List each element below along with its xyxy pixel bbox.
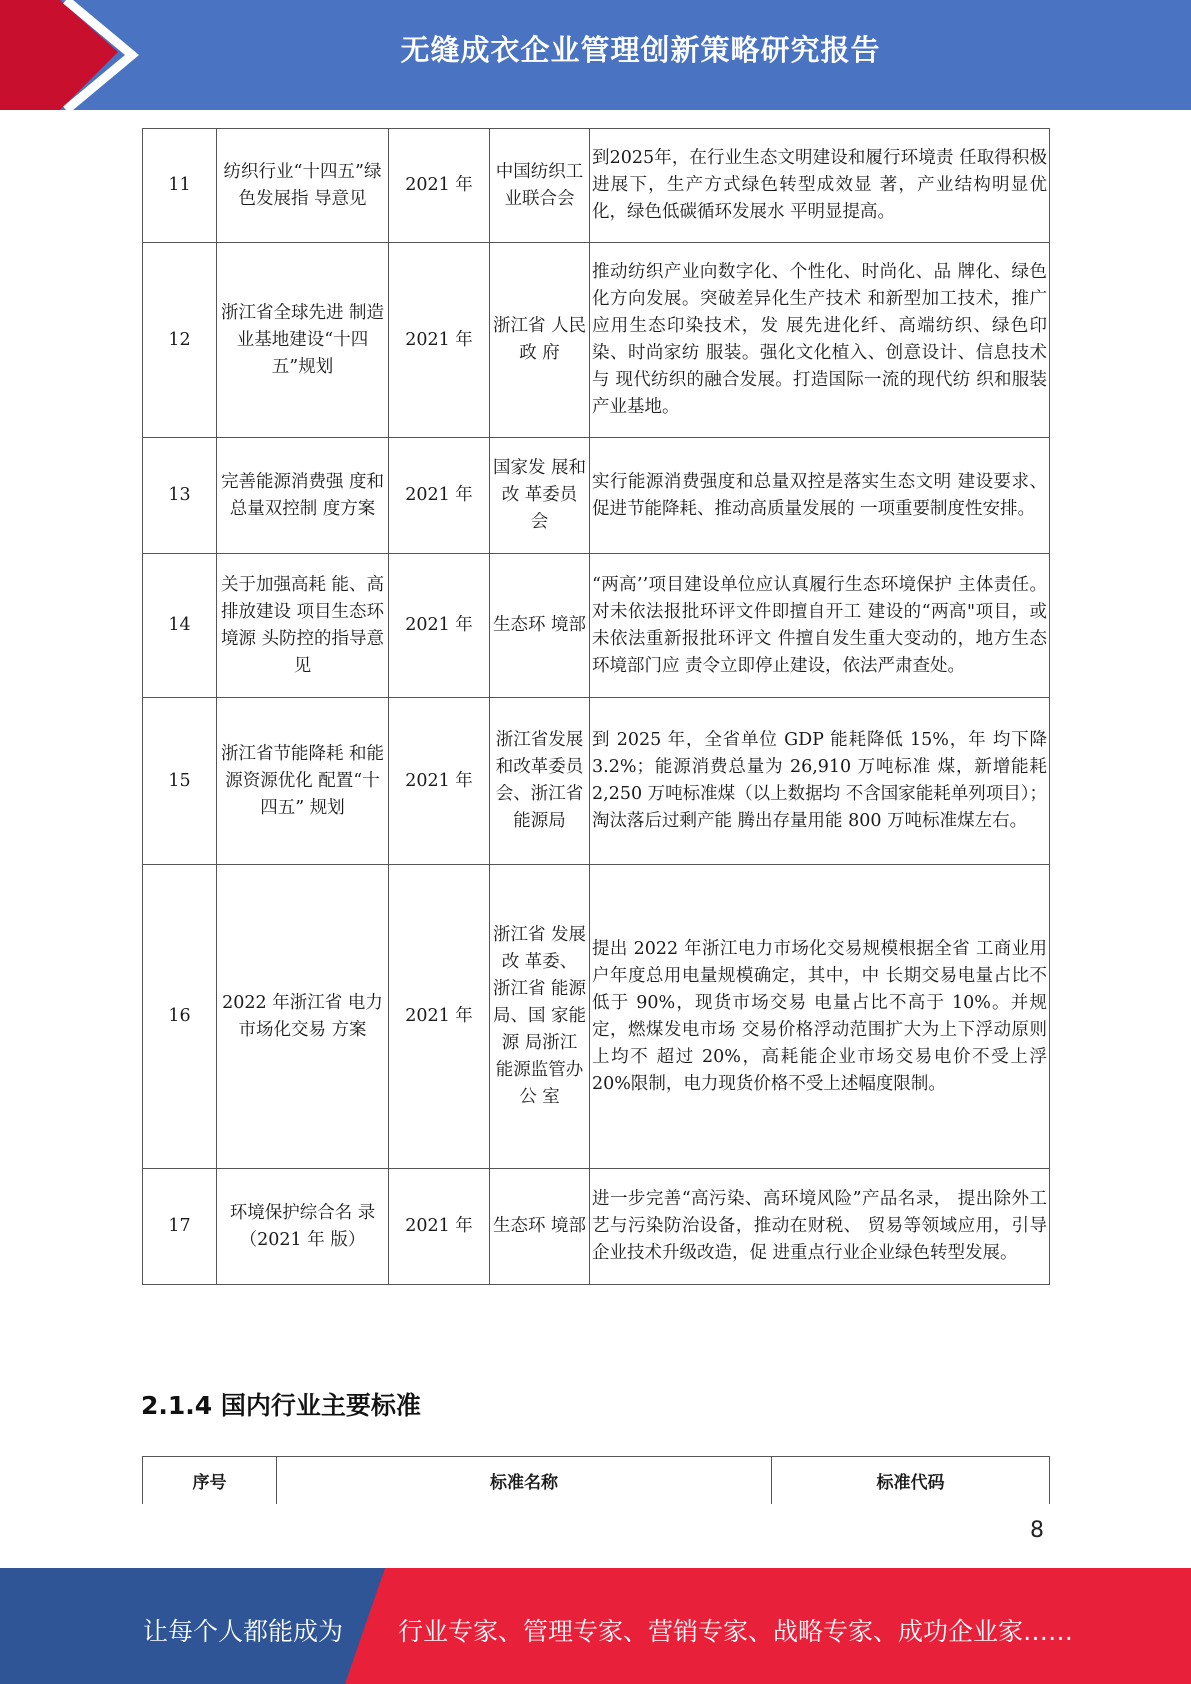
row-number: 14 <box>143 554 217 698</box>
policy-description: 推动纺织产业向数字化、个性化、时尚化、品 牌化、绿色化方向发展。突破差异化生产技术 和新型加工技术，推广应用生态印染技术，发 展先进化纤、高端纺织、绿色印染、时尚家纺 服装。强化文化植入、创意设计、信息技术与 现代纺织的融合发展。打造国际一流的现代纺 织和服装产业基地。 <box>590 243 1050 438</box>
issuing-org: 生态环 境部 <box>490 554 590 698</box>
policy-description: 提出 2022 年浙江电力市场化交易规模根据全省 工商业用户年度总用电量规模确定，其中，中 长期交易电量占比不低于 90%，现货市场交易 电量占比不高于 10%。并规定，燃煤发电市场 交易价格浮动范围扩大为上下浮动原则上均不 超过 20%，高耗能企业市场交易电价不受上浮 20%限制，电力现货价格不受上述幅度限制。 <box>590 865 1050 1169</box>
table-row <box>143 129 1050 243</box>
issuing-org: 生态环 境部 <box>490 1169 590 1285</box>
row-number: 16 <box>143 865 217 1169</box>
row-number: 12 <box>143 243 217 438</box>
table-header-row <box>143 1457 1050 1505</box>
policy-year: 2021 年 <box>389 865 490 1169</box>
policy-table <box>142 128 1050 1285</box>
table-row <box>143 698 1050 865</box>
table-row <box>143 865 1050 1169</box>
policy-year: 2021 年 <box>389 129 490 243</box>
table-row <box>143 1169 1050 1285</box>
table-row <box>143 554 1050 698</box>
column-header-standard-name: 标准名称 <box>277 1457 772 1505</box>
policy-name: 完善能源消费强 度和总量双控制 度方案 <box>217 438 389 554</box>
policy-year: 2021 年 <box>389 1169 490 1285</box>
policy-description: 到2025年，在行业生态文明建设和履行环境责 任取得积极进展下，生产方式绿色转型成效显 著，产业结构明显优化，绿色低碳循环发展水 平明显提高。 <box>590 129 1050 243</box>
row-number: 13 <box>143 438 217 554</box>
policy-description: 实行能源消费强度和总量双控是落实生态文明 建设要求、促进节能降耗、推动高质量发展的 一项重要制度性安排。 <box>590 438 1050 554</box>
section-heading: 2.1.4 国内行业主要标准 <box>141 1391 421 1420</box>
column-header-number: 序号 <box>143 1457 277 1505</box>
policy-year: 2021 年 <box>389 698 490 865</box>
standards-table <box>142 1456 1050 1504</box>
issuing-org: 中国纺织工业联合会 <box>490 129 590 243</box>
issuing-org: 浙江省发展和改革委员会、浙江省能源局 <box>490 698 590 865</box>
issuing-org: 浙江省 发展改 革委、 浙江省 能源局、国 家能源 局浙江 能源监管办公 室 <box>490 865 590 1169</box>
table-row <box>143 438 1050 554</box>
page-header <box>0 0 1191 110</box>
policy-name: 浙江省节能降耗 和能源资源优化 配置“十四五” 规划 <box>217 698 389 865</box>
issuing-org: 国家发 展和改 革委员 会 <box>490 438 590 554</box>
row-number: 15 <box>143 698 217 865</box>
policy-name: 环境保护综合名 录（2021 年 版） <box>217 1169 389 1285</box>
policy-description: 进一步完善“高污染、高环境风险”产品名录， 提出除外工艺与污染防治设备，推动在财税、 贸易等领域应用，引导企业技术升级改造，促 进重点行业企业绿色转型发展。 <box>590 1169 1050 1285</box>
policy-year: 2021 年 <box>389 243 490 438</box>
policy-year: 2021 年 <box>389 554 490 698</box>
row-number: 11 <box>143 129 217 243</box>
report-title: 无缝成衣企业管理创新策略研究报告 <box>400 33 881 67</box>
policy-year: 2021 年 <box>389 438 490 554</box>
footer-slogan-left: 让每个人都能成为 <box>143 1617 344 1646</box>
table-row <box>143 243 1050 438</box>
column-header-standard-code: 标准代码 <box>772 1457 1050 1505</box>
policy-name: 浙江省全球先进 制造业基地建设“十四五”规划 <box>217 243 389 438</box>
policy-name: 2022 年浙江省 电力市场化交易 方案 <box>217 865 389 1169</box>
policy-description: 到 2025 年，全省单位 GDP 能耗降低 15%，年 均下降 3.2%；能源消费总量为 26,910 万吨标准 煤，新增能耗 2,250 万吨标准煤（以上数据均 不含国家能耗单列项目）；淘汰落后过剩产能 腾出存量用能 800 万吨标准煤左右。 <box>590 698 1050 865</box>
policy-description: “两高’’项目建设单位应认真履行生态环境保护 主体责任。对未依法报批环评文件即擅自开工 建设的“两高"项目，或未依法重新报批环评文 件擅自发生重大变动的，地方生态环境部门应 责令立即停止建设，依法严肃查处。 <box>590 554 1050 698</box>
issuing-org: 浙江省 人民政 府 <box>490 243 590 438</box>
page-number: 8 <box>1030 1518 1044 1543</box>
footer-slogan-right: 行业专家、管理专家、营销专家、战略专家、成功企业家…… <box>398 1617 1074 1646</box>
row-number: 17 <box>143 1169 217 1285</box>
policy-name: 关于加强高耗 能、高排放建设 项目生态环境源 头防控的指导意 见 <box>217 554 389 698</box>
policy-name: 纺织行业“十四五”绿色发展指 导意见 <box>217 129 389 243</box>
